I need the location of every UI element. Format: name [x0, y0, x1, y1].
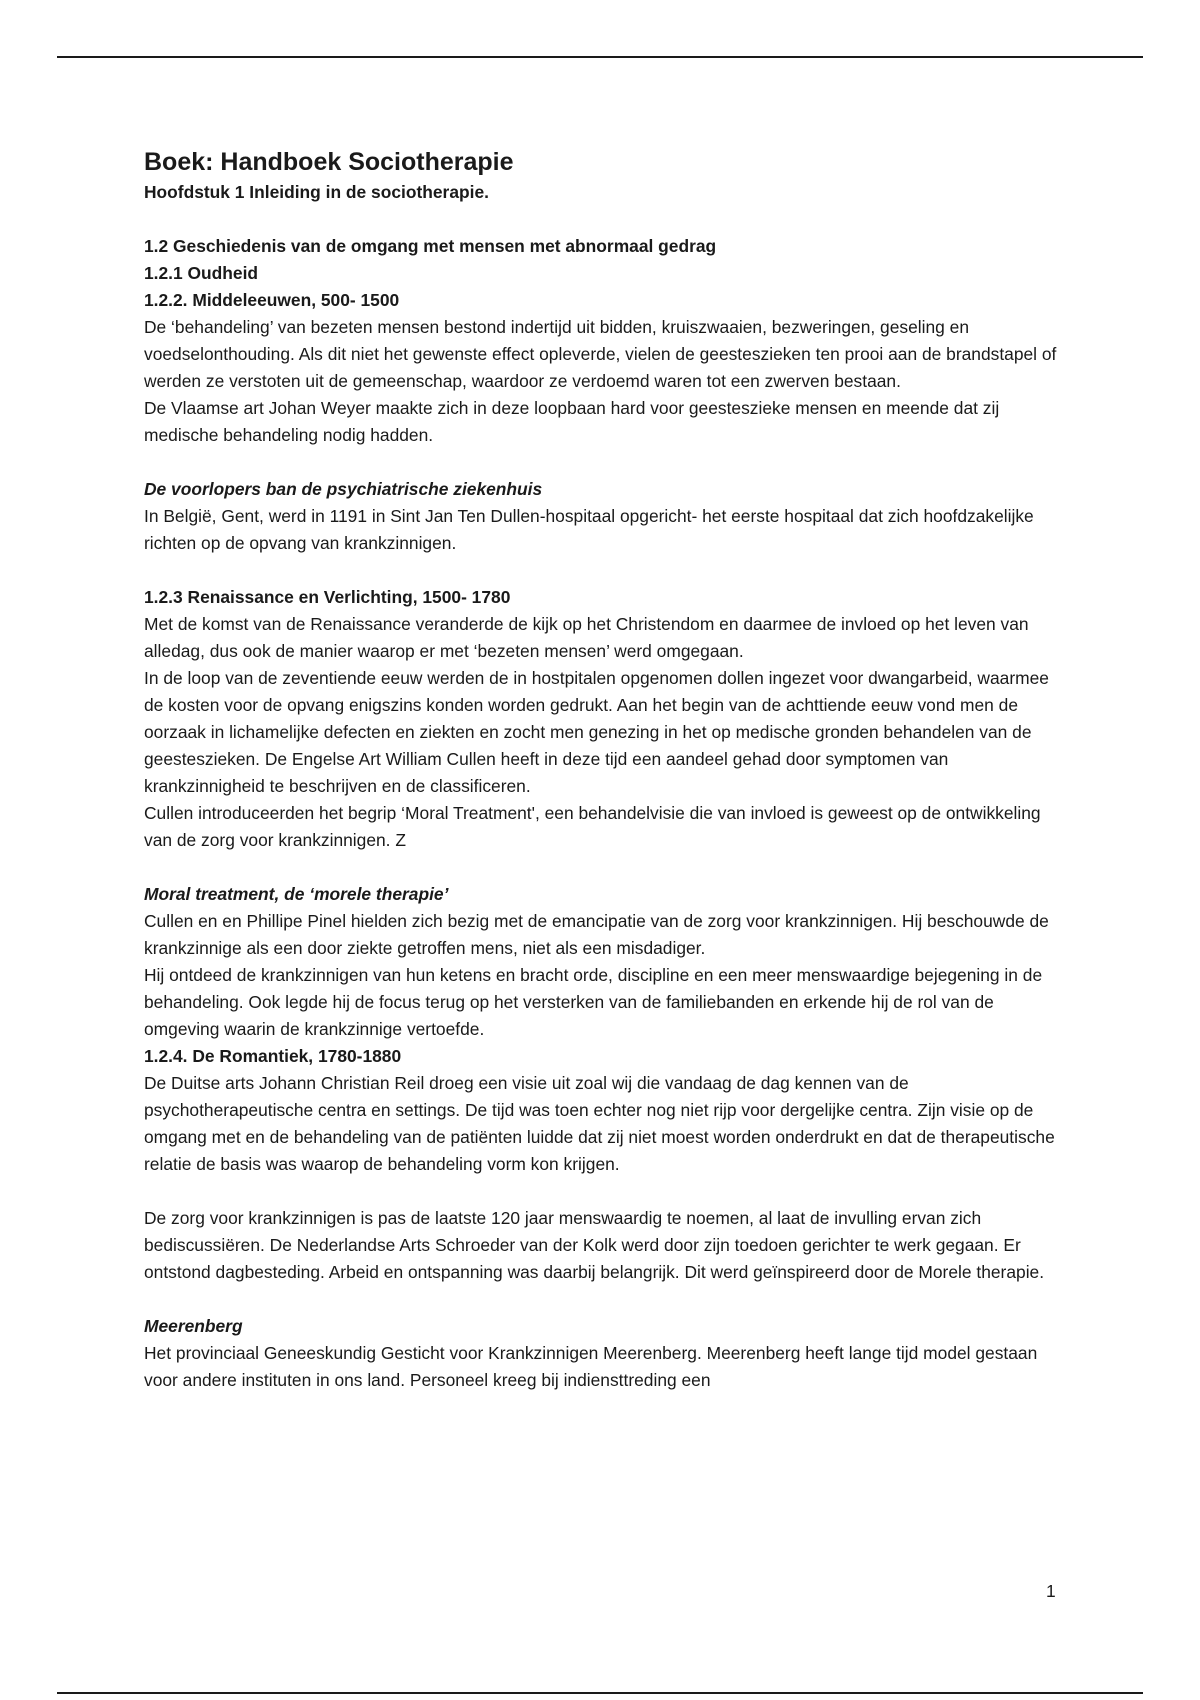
section-heading-1-2-3: 1.2.3 Renaissance en Verlichting, 1500- 1780 [144, 587, 511, 607]
spacer [144, 1286, 1069, 1313]
section-heading-1-2: 1.2 Geschiedenis van de omgang met mensen met abnormaal gedrag [144, 236, 717, 256]
paragraph: De zorg voor krankzinnigen is pas de laatste 120 jaar menswaardig te noemen, al laat de invulling ervan zich bediscussiëren. De Nederlandse Arts Schroeder van der Kolk werd door zijn toedoen gerichter te werk gegaan. Er ontstond dagbesteding. Arbeid en ontspanning was daarbij belangrijk. Dit werd geïnspireerd door de Morele therapie. [144, 1208, 1045, 1282]
paragraph: Cullen en en Phillipe Pinel hielden zich bezig met de emancipatie van de zorg voor krankzinnigen. Hij beschouwde de krankzinnige als een door ziekte getroffen mens, niet als een misdadiger. [144, 911, 1049, 958]
subheading-meerenberg: Meerenberg [144, 1316, 243, 1336]
spacer [144, 206, 1069, 233]
paragraph: In België, Gent, werd in 1191 in Sint Jan Ten Dullen-hospitaal opgericht- het eerste hospitaal dat zich hoofdzakelijke richten op de opvang van krankzinnigen. [144, 506, 1034, 553]
section-heading-1-2-2: 1.2.2. Middeleeuwen, 500- 1500 [144, 290, 400, 310]
chapter-heading: Hoofdstuk 1 Inleiding in de sociotherapie. [144, 182, 489, 202]
subheading-voorlopers: De voorlopers ban de psychiatrische ziekenhuis [144, 479, 543, 499]
spacer [144, 449, 1069, 476]
paragraph: In de loop van de zeventiende eeuw werden de in hostpitalen opgenomen dollen ingezet voor dwangarbeid, waarmee de kosten voor de opvang enigszins konden worden gedrukt. Aan het begin van de achttiende eeuw vond men de oorzaak in lichamelijke defecten en ziekten en zocht men genezing in het op medische gronden behandelen van de geesteszieken. De Engelse Art William Cullen heeft in deze tijd een aandeel gehad door symptomen van krankzinnigheid te beschrijven en de classificeren. [144, 668, 1049, 796]
spacer [144, 557, 1069, 584]
section-heading-1-2-1: 1.2.1 Oudheid [144, 263, 259, 283]
section-heading-1-2-4: 1.2.4. De Romantiek, 1780-1880 [144, 1046, 402, 1066]
subheading-moral-treatment: Moral treatment, de ‘morele therapie’ [144, 884, 449, 904]
paragraph: De Vlaamse art Johan Weyer maakte zich in deze loopbaan hard voor geesteszieke mensen en meende dat zij medische behandeling nodig hadden. [144, 398, 1000, 445]
page-number: 1 [1046, 1581, 1056, 1601]
document-title: Boek: Handboek Sociotherapie [144, 148, 514, 176]
document-body [144, 145, 1069, 1394]
header-rule [57, 56, 1143, 58]
footer-rule [57, 1692, 1143, 1694]
paragraph: Met de komst van de Renaissance veranderde de kijk op het Christendom en daarmee de invloed op het leven van alledag, dus ook de manier waarop er met ‘bezeten mensen’ werd omgegaan. [144, 614, 1029, 661]
paragraph: De Duitse arts Johann Christian Reil droeg een visie uit zoal wij die vandaag de dag kennen van de psychotherapeutische centra en settings. De tijd was toen echter nog niet rijp voor dergelijke centra. Zijn visie op de omgang met en de behandeling van de patiënten luidde dat zij niet moest worden onderdrukt en dat de therapeutische relatie de basis was waarop de behandeling vorm kon krijgen. [144, 1073, 1055, 1174]
paragraph: Cullen introduceerden het begrip ‘Moral Treatment', een behandelvisie die van invloed is geweest op de ontwikkeling van de zorg voor krankzinnigen. Z [144, 803, 1041, 850]
paragraph: Hij ontdeed de krankzinnigen van hun ketens en bracht orde, discipline en een meer menswaardige bejegening in de behandeling. Ook legde hij de focus terug op het versterken van de familiebanden en erkende hij de rol van de omgeving waarin de krankzinnige vertoefde. [144, 965, 1043, 1039]
paragraph: De ‘behandeling’ van bezeten mensen bestond indertijd uit bidden, kruiszwaaien, bezweringen, geseling en voedselonthouding. Als dit niet het gewenste effect opleverde, vielen de geesteszieken ten prooi aan de brandstapel of werden ze verstoten uit de gemeenschap, waardoor ze verdoemd waren tot een zwerven bestaan. [144, 317, 1057, 391]
paragraph: Het provinciaal Geneeskundig Gesticht voor Krankzinnigen Meerenberg. Meerenberg heeft lange tijd model gestaan voor andere instituten in ons land. Personeel kreeg bij indiensttreding een [144, 1343, 1038, 1390]
spacer [144, 1178, 1069, 1205]
spacer [144, 854, 1069, 881]
